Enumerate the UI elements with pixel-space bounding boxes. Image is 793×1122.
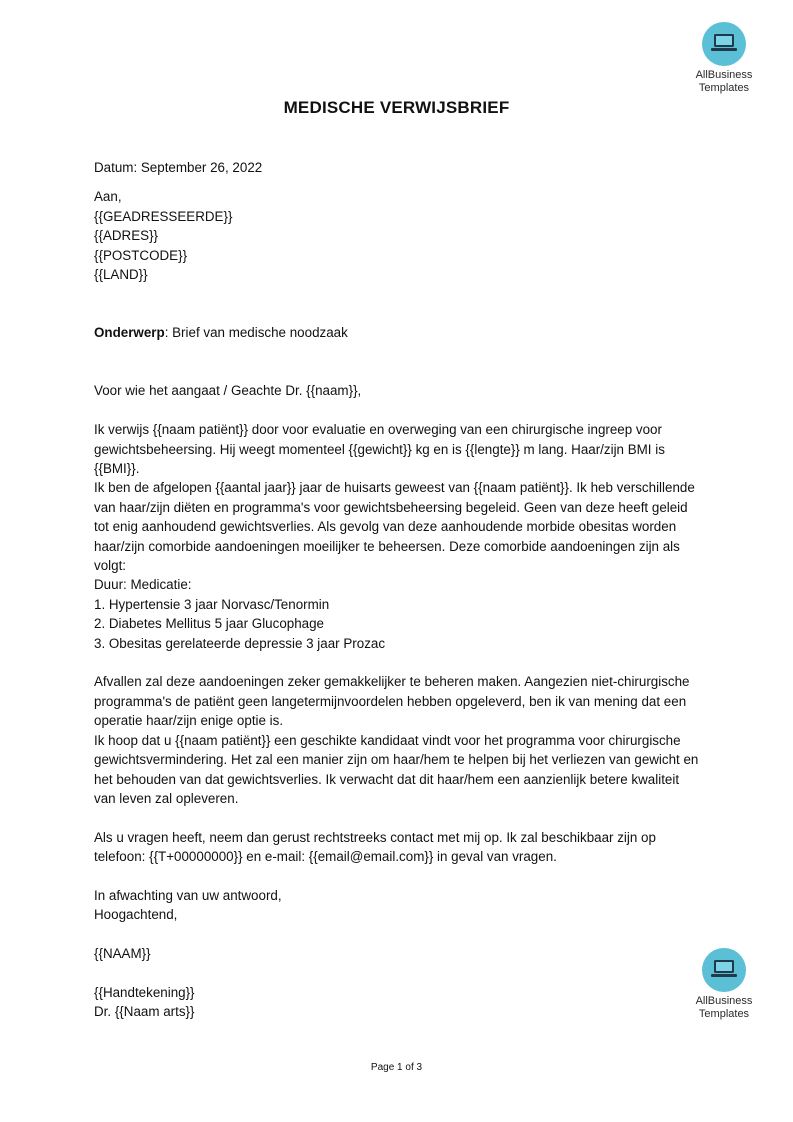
signature: {{Handtekening}} (94, 984, 195, 1000)
greeting: Voor wie het aangaat / Geachte Dr. {{naam}}, (94, 383, 362, 399)
laptop-icon (702, 22, 746, 66)
subject-label: Onderwerp (94, 325, 165, 341)
paragraph-4: Ik hoop dat u {{naam patiënt}} een geschikte kandidaat vindt voor het programma voor chirurgische gewichtsvermindering. Het zal een manier zijn om haar/hem te helpen bij het verliezen van gewicht en het behouden van dat gewichtsverlies. Ik verwacht dat dit haar/hem een aanzienlijk betere kwaliteit van leven zal opleveren. (94, 732, 699, 806)
address-street: {{ADRES}} (94, 228, 159, 244)
list-item: 2. Diabetes Mellitus 5 jaar Glucophage (94, 616, 325, 632)
address-salutation: Aan, (94, 189, 122, 205)
letter-body (94, 158, 704, 1022)
list-item: 1. Hypertensie 3 jaar Norvasc/Tenormin (94, 596, 330, 612)
address-postcode: {{POSTCODE}} (94, 247, 188, 263)
paragraph-2: Ik ben de afgelopen {{aantal jaar}} jaar de huisarts geweest van {{naam patiënt}}. Ik heb verschillende van haar/zijn diëten en programma's voor gewichtsbeheersing begeleid. Geen van deze heeft geleid tot enig aanhoudend gewichtsverlies. Als gevolg van deze aanhoudende morbide obesitas worden haar/zijn comorbide aandoeningen moeilijker te beheersen. Deze comorbide aandoeningen zijn als volgt: (94, 480, 695, 574)
closing-line: In afwachting van uw antwoord, (94, 887, 282, 903)
document-title: MEDISCHE VERWIJSBRIEF (283, 98, 510, 117)
list-item: 3. Obesitas gerelateerde depressie 3 jaar Prozac (94, 635, 386, 651)
address-recipient: {{GEADRESSEERDE}} (94, 208, 233, 224)
sender-name: {{NAAM}} (94, 946, 151, 962)
paragraph-1: Ik verwijs {{naam patiënt}} door voor evaluatie en overweging van een chirurgische ingreep voor gewichtsbeheersing. Hij weegt momenteel {{gewicht}} kg en is {{lengte}} m lang. Haar/zijn BMI is {{BMI}}. (94, 422, 665, 477)
doctor-name: Dr. {{Naam arts}} (94, 1004, 195, 1020)
brand-name: AllBusiness Templates (695, 69, 753, 94)
page-number: Page 1 of 3 (370, 1062, 423, 1073)
list-header: Duur: Medicatie: (94, 577, 192, 593)
brand-logo-bottom (679, 948, 769, 1021)
closing-regards: Hoogachtend, (94, 907, 178, 923)
brand-logo-top (679, 22, 769, 95)
subject-line (94, 323, 704, 342)
brand-name: AllBusiness Templates (695, 995, 753, 1020)
paragraph-3: Afvallen zal deze aandoeningen zeker gemakkelijker te beheren maken. Aangezien niet-chirurgische programma's de patiënt geen langetermijnvoordelen hebben opgeleverd, ben ik van mening dat een operatie haar/zijn enige optie is. (94, 674, 690, 729)
date-line: Datum: September 26, 2022 (94, 160, 263, 175)
paragraph-5: Als u vragen heeft, neem dan gerust rechtstreeks contact met mij op. Ik zal beschikbaar zijn op telefoon: {{T+00000000}} en e-mail: {{email@email.com}} in geval van vragen. (94, 829, 656, 865)
laptop-icon (702, 948, 746, 992)
address-country: {{LAND}} (94, 267, 148, 283)
subject-text: : Brief van medische noodzaak (164, 325, 348, 341)
